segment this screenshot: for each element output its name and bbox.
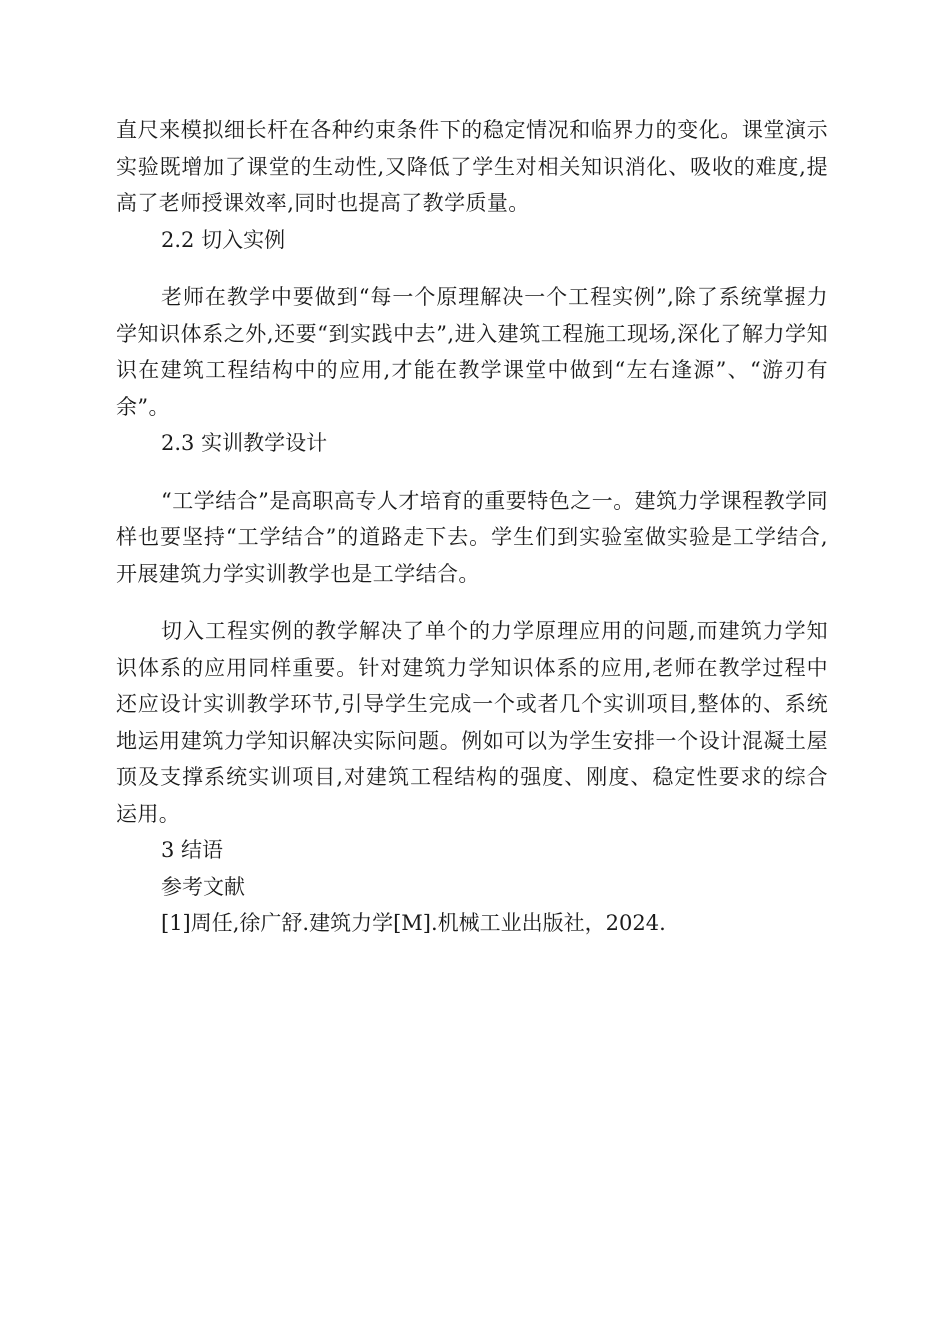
paragraph-engineering-examples: 老师在教学中要做到“每一个原理解决一个工程实例”,除了系统掌握力学知识体系之外,还要“到实践中去”,进入建筑工程施工现场,深化了解力学知识在建筑工程结构中的应用,才能在教学课堂中做到“左右逢源”、“游刃有余”。 (116, 285, 828, 419)
reference-item-1: [1]周任,徐广舒.建筑力学[M].机械工业出版社，2024. (161, 911, 666, 935)
paragraph-work-study: “工学结合”是高职高专人才培育的重要特色之一。建筑力学课程教学同样也要坚持“工学结合”的道路走下去。学生们到实验室做实验是工学结合,开展建筑力学实训教学也是工学结合。 (116, 488, 828, 586)
paragraph-training-design: 切入工程实例的教学解决了单个的力学原理应用的问题,而建筑力学知识体系的应用同样重要。针对建筑力学知识体系的应用,老师在教学过程中还应设计实训教学环节,引导学生完成一个或者几个实训项目,整体的、系统地运用建筑力学知识解决实际问题。例如可以为学生安排一个设计混凝土屋顶及支撑系统实训项目,对建筑工程结构的强度、刚度、稳定性要求的综合运用。 (116, 619, 828, 826)
section-heading-3-conclusion: 3 结语 (161, 838, 224, 862)
paragraph-demo-experiment: 直尺来模拟细长杆在各种约束条件下的稳定情况和临界力的变化。课堂演示实验既增加了课堂的生动性,又降低了学生对相关知识消化、吸收的难度,提高了老师授课效率,同时也提高了教学质量。 (116, 118, 828, 215)
references-title: 参考文献 (161, 874, 245, 899)
section-heading-2-3: 2.3 实训教学设计 (161, 431, 328, 455)
section-heading-2-2: 2.2 切入实例 (161, 227, 286, 252)
document-page (116, 112, 828, 942)
